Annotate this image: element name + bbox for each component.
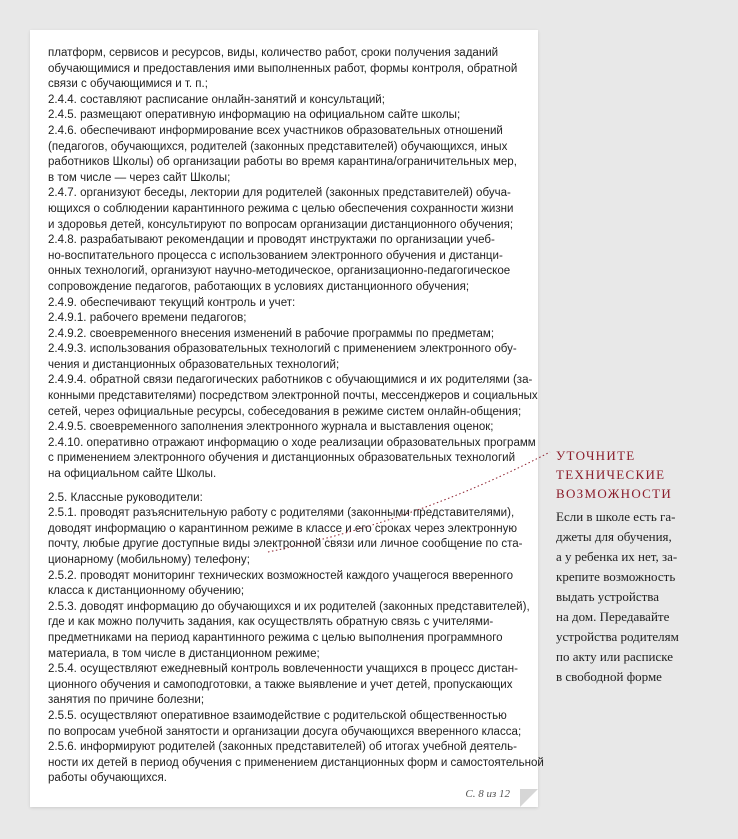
- text-line: 2.4.10. оперативно отражают информацию о ходе реализации образовательных программ: [48, 436, 536, 449]
- margin-note-body-line: по акту или расписке: [556, 649, 674, 664]
- margin-note-body: [556, 507, 726, 687]
- text-line: 2.4.9.5. своевременного заполнения электронного журнала и выставления оценок;: [48, 421, 494, 434]
- paragraph: [48, 662, 522, 709]
- text-line: ности их детей в период обучения с применением дистанционных форм и самостоятельной: [48, 756, 544, 769]
- text-line: 2.4.6. обеспечивают информирование всех участников образовательных отношений: [48, 124, 503, 137]
- margin-note-title-line: УТОЧНИТЕ: [556, 448, 636, 463]
- text-line: обучающимися и предоставления ими выполненных работ, формы контроля, обратной: [48, 62, 518, 75]
- text-line: 2.4.9.4. обратной связи педагогических работников с обучающимися и их родителями (за-: [48, 374, 533, 387]
- text-line: сопровождение педагогов, работающих в условиях дистанционного обучения;: [48, 280, 470, 293]
- paragraph: [48, 186, 522, 233]
- text-line: онных технологий, организуют научно-методическое, организационно-педагогическое: [48, 265, 511, 278]
- paragraph: [48, 327, 522, 343]
- paragraph: [48, 46, 522, 93]
- paragraph: [48, 436, 536, 483]
- paragraph: [48, 600, 530, 662]
- text-line: и здоровья детей, консультируют по вопросам организации дистанционного обучения;: [48, 218, 514, 231]
- paragraph: [48, 709, 522, 740]
- text-line: 2.4.9. обеспечивают текущий контроль и учет:: [48, 296, 296, 309]
- margin-note-body-line: выдать устройства: [556, 589, 660, 604]
- document-page: [30, 30, 544, 807]
- paragraph: [48, 491, 522, 507]
- paragraph: [48, 93, 522, 109]
- text-line: ющихся о соблюдении карантинного режима с целью обеспечения сохранности жизни: [48, 202, 514, 215]
- text-line: занятия по причине болезни;: [48, 694, 205, 707]
- paragraph: [48, 124, 522, 186]
- text-line: 2.5.2. проводят мониторинг технических возможностей каждого учащегося вверенного: [48, 569, 514, 582]
- text-line: ционного обучения и самоподготовки, а также выявление и учет детей, пропускающих: [48, 678, 513, 691]
- paragraph: [48, 108, 522, 124]
- margin-note-body-line: на дом. Передавайте: [556, 609, 670, 624]
- text-line: 2.5.1. проводят разъяснительную работу с родителями (законными представителями),: [48, 507, 515, 520]
- text-line: где и как можно получить задания, как осуществлять обратную связь с учителями-: [48, 616, 494, 629]
- text-line: 2.4.9.2. своевременного внесения изменений в рабочие программы по предметам;: [48, 327, 495, 340]
- margin-note-body-line: Если в школе есть га-: [556, 509, 676, 524]
- text-line: платформ, сервисов и ресурсов, виды, количество работ, сроки получения заданий: [48, 47, 499, 59]
- text-line: работников Школы) об организации работы во время карантина/ограничительных мер,: [48, 156, 517, 169]
- paragraph: [48, 311, 522, 327]
- text-line: по вопросам учебной занятости и организации досуга обучающихся вверенного класса;: [48, 725, 522, 738]
- text-line: 2.5.5. осуществляют оперативное взаимодействие с родительской общественностью: [48, 709, 507, 722]
- margin-note-title-line: ТЕХНИЧЕСКИЕ: [556, 467, 666, 482]
- margin-note-title-line: ВОЗМОЖНОСТИ: [556, 486, 673, 501]
- section-gap: [48, 483, 522, 491]
- text-line: доводят информацию о карантинном режиме в классе и его сроках через электронную: [48, 522, 518, 535]
- paragraph: [48, 569, 522, 600]
- document-body: [48, 46, 544, 787]
- margin-note: [556, 446, 726, 687]
- paragraph: [48, 296, 522, 312]
- paragraph: [48, 506, 522, 568]
- text-line: на официальном сайте Школы.: [48, 468, 217, 481]
- text-line: 2.5.3. доводят информацию до обучающихся и их родителей (законных представителей),: [48, 600, 530, 613]
- text-line: но-воспитательного процесса с использованием электронного обучения и дистанци-: [48, 249, 503, 262]
- page-corner-fold: [520, 789, 538, 807]
- paragraph: [48, 233, 522, 295]
- text-line: (педагогов, обучающихся, родителей (законных представителей) обучающихся, иных: [48, 140, 508, 153]
- text-line: 2.5.6. информируют родителей (законных представителей) об итогах учебной деятель-: [48, 741, 517, 754]
- margin-note-body-line: а у ребенка их нет, за-: [556, 549, 678, 564]
- text-line: 2.5.4. осуществляют ежедневный контроль вовлеченности учащихся в процесс дистан-: [48, 663, 518, 676]
- text-line: сетей, через официальные ресурсы, собеседования в режиме систем онлайн-общения;: [48, 405, 522, 418]
- paragraph: [48, 373, 538, 420]
- text-line: с применением электронного обучения и дистанционных образовательных технологий: [48, 452, 516, 465]
- text-line: класса к дистанционному обучению;: [48, 585, 245, 598]
- text-line: связи с обучающимися и т. п.;: [48, 78, 208, 91]
- margin-note-body-line: устройства родителям: [556, 629, 679, 644]
- text-line: 2.4.5. размещают оперативную информацию на официальном сайте школы;: [48, 109, 461, 122]
- text-line: почту, любые другие доступные виды электронной связи или личное сообщение по ста-: [48, 538, 523, 551]
- paragraph: [48, 420, 522, 436]
- margin-note-title: [556, 446, 726, 503]
- text-line: 2.5. Классные руководители:: [48, 491, 203, 504]
- margin-note-body-line: крепите возможность: [556, 569, 676, 584]
- text-line: ционарному (мобильному) телефону;: [48, 554, 250, 566]
- text-line: чения и дистанционных образовательных технологий;: [48, 358, 340, 371]
- text-line: конными представителями) посредством электронной почты, мессенджеров и социальных: [48, 390, 538, 403]
- text-line: работы обучающихся.: [48, 772, 167, 785]
- text-line: предметниками на период карантинного режима с целью выполнения программного: [48, 631, 503, 644]
- text-line: материала, в том числе в дистанционном режиме;: [48, 647, 320, 660]
- margin-note-body-line: джеты для обучения,: [556, 529, 672, 544]
- page-number: С. 8 из 12: [465, 788, 510, 800]
- margin-note-body-line: в свободной форме: [556, 669, 662, 684]
- text-line: 2.4.7. организуют беседы, лектории для родителей (законных представителей) обуча-: [48, 187, 511, 200]
- text-line: в том числе — через сайт Школы;: [48, 171, 231, 184]
- text-line: 2.4.8. разрабатывают рекомендации и проводят инструктажи по организации учеб-: [48, 234, 495, 247]
- text-line: 2.4.9.1. рабочего времени педагогов;: [48, 312, 247, 325]
- paragraph: [48, 740, 544, 787]
- text-line: 2.4.9.3. использования образовательных технологий с применением электронного обу-: [48, 343, 517, 356]
- paragraph: [48, 342, 522, 373]
- text-line: 2.4.4. составляют расписание онлайн-занятий и консультаций;: [48, 93, 385, 106]
